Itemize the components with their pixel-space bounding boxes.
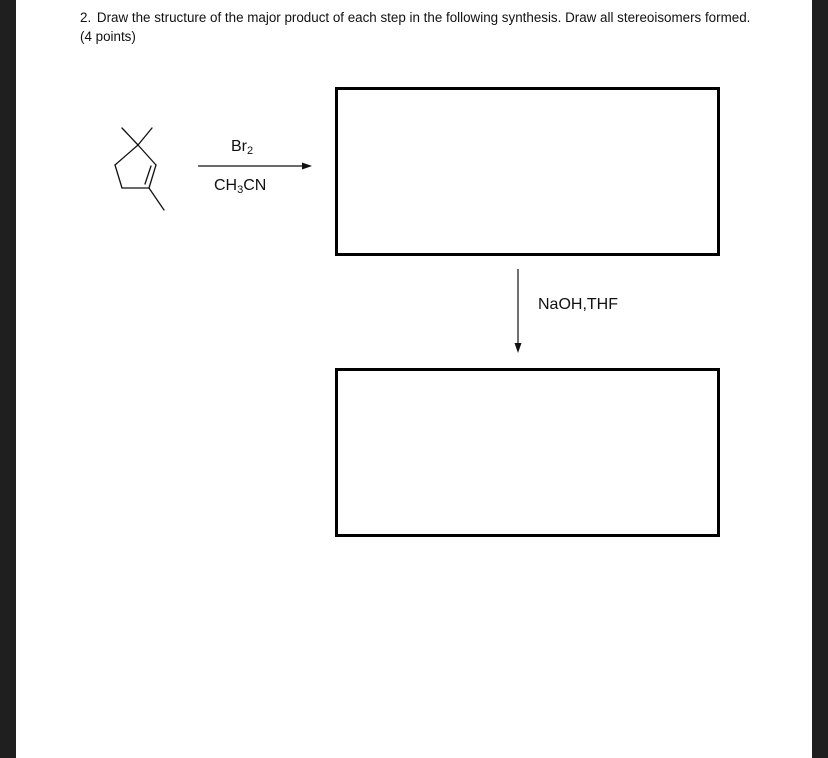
methyl-bond-bottom [149, 188, 164, 210]
answer-box-step-2[interactable] [335, 368, 720, 537]
methyl-bond-right [138, 128, 152, 145]
ring-bond-1 [115, 145, 138, 165]
starting-material-structure [115, 128, 164, 210]
reaction-arrow-1 [198, 163, 312, 170]
question-prompt: Draw the structure of the major product of each step in the following synthesis. Draw all stereoisomers formed. [96, 10, 751, 25]
reagent-acetonitrile: $CH_3CN$ [214, 177, 267, 196]
reagent-bromine: $Br_2$ [231, 138, 254, 157]
ring-bond-2 [115, 165, 122, 188]
reaction-arrow-2 [515, 269, 522, 353]
question-number: 2. [80, 10, 92, 25]
reagent-naoh-thf: NaOH,THF [538, 296, 618, 313]
ring-double-bond-inner [145, 166, 151, 184]
worksheet-page [16, 0, 812, 758]
ring-bond-5 [138, 145, 156, 165]
question-points: (4 points) [80, 29, 136, 44]
answer-box-step-1[interactable] [335, 87, 720, 256]
methyl-bond-left [122, 128, 138, 145]
